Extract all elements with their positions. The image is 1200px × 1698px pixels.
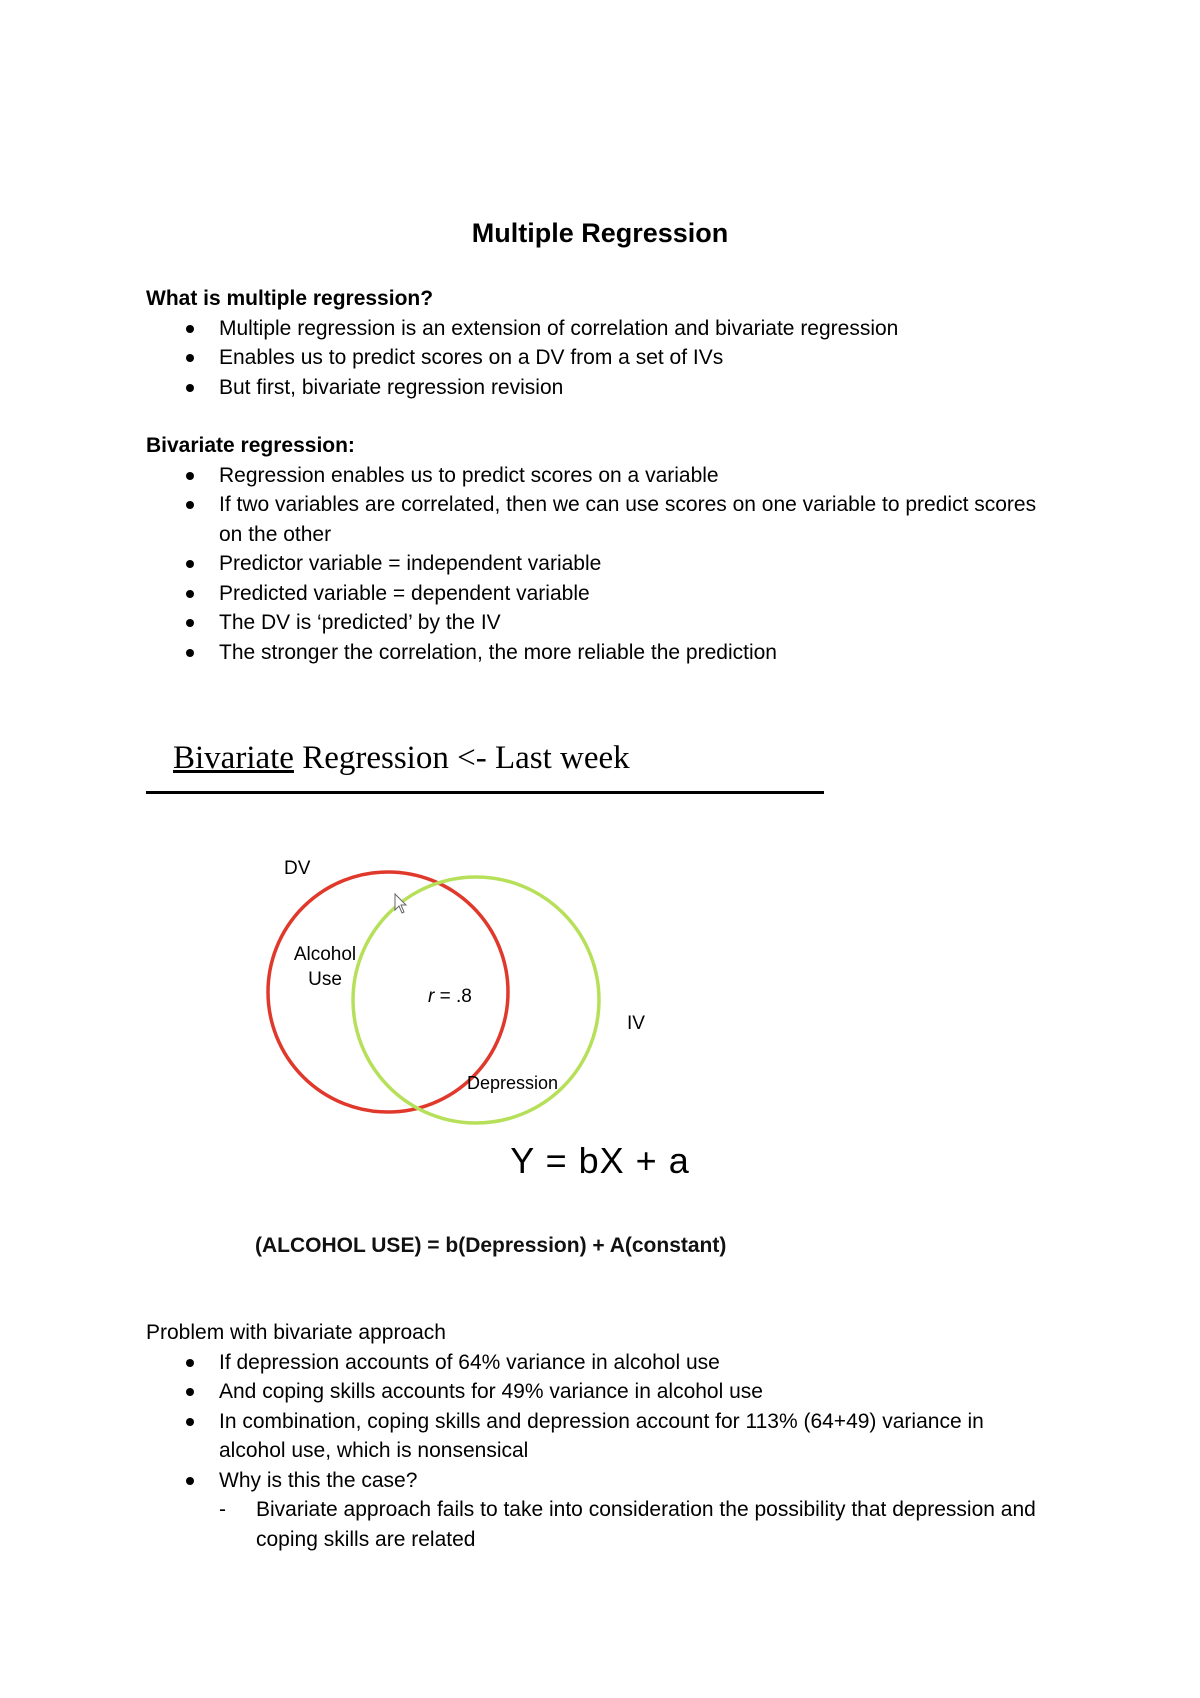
section-heading: Bivariate regression: (146, 434, 355, 457)
bullet-list (146, 461, 1046, 668)
section-what-is (146, 284, 1046, 402)
venn-diagram (250, 840, 850, 1130)
list-item: Multiple regression is an extension of correlation and bivariate regression (146, 314, 1046, 344)
list-item: The stronger the correlation, the more reliable the prediction (146, 638, 1046, 668)
slide-title-underlined: Bivariate (173, 740, 294, 776)
list-item: Regression enables us to predict scores on a variable (146, 461, 1046, 491)
regression-equation: Y = bX + a (510, 1140, 690, 1181)
list-item: If depression accounts of 64% variance in alcohol use (146, 1348, 1046, 1378)
list-item: Predictor variable = independent variable (146, 549, 1046, 579)
cursor-icon (395, 894, 406, 913)
correlation-label (428, 986, 472, 1007)
list-item: In combination, coping skills and depression account for 113% (64+49) variance in alcohol use, which is nonsensical (146, 1407, 1046, 1466)
section-problem (146, 1318, 1046, 1554)
r-symbol: r (428, 986, 435, 1007)
sub-list-item: - Bivariate approach fails to take into consideration the possibility that depression and coping skills are related (219, 1495, 1046, 1554)
bullet-list (146, 314, 1046, 403)
dv-label: DV (284, 858, 311, 879)
slide-title-rule (146, 791, 824, 794)
bullet-list (146, 1348, 1046, 1496)
dv-circle-label-line1: Alcohol (293, 944, 357, 965)
dv-circle-label-line2: Use (308, 969, 342, 990)
section-heading: Problem with bivariate approach (146, 1321, 446, 1344)
list-item: Why is this the case? (146, 1466, 1046, 1496)
sub-bullet-list (219, 1495, 1046, 1554)
section-bivariate (146, 431, 1046, 667)
regression-equation-text: (ALCOHOL USE) = b(Depression) + A(constant) (255, 1234, 727, 1257)
document-title: Multiple Regression (471, 218, 729, 248)
list-item: Predicted variable = dependent variable (146, 579, 1046, 609)
r-value: = .8 (434, 986, 472, 1007)
slide-title (173, 740, 630, 777)
section-heading: What is multiple regression? (146, 287, 434, 310)
list-item: Enables us to predict scores on a DV from a set of IVs (146, 343, 1046, 373)
list-item: But first, bivariate regression revision (146, 373, 1046, 403)
list-item: If two variables are correlated, then we can use scores on one variable to predict scores on the other (146, 490, 1046, 549)
iv-circle-label: Depression (467, 1073, 559, 1093)
iv-label: IV (627, 1013, 645, 1034)
list-item: The DV is ‘predicted’ by the IV (146, 608, 1046, 638)
list-item: And coping skills accounts for 49% variance in alcohol use (146, 1377, 1046, 1407)
slide-title-rest: Regression <- Last week (293, 740, 630, 776)
